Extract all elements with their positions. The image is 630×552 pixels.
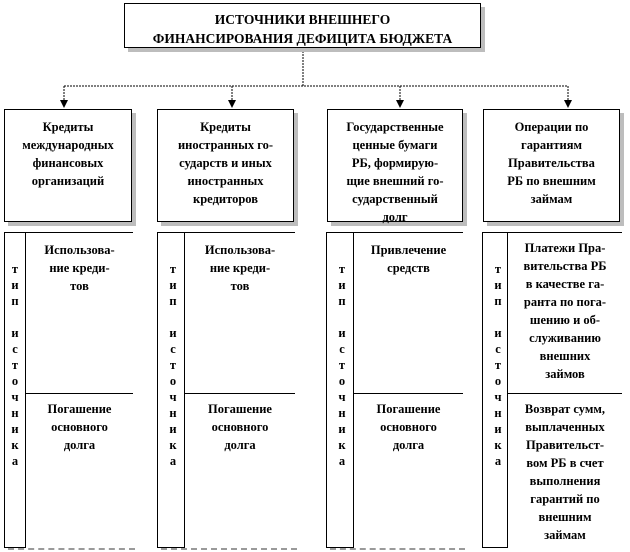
divider-col1 (26, 393, 133, 394)
header-text-col2: Кредиты иностранных го- сударств и иных иностранных кредиторов (177, 120, 273, 206)
top-text-col3: Привлечение средств (370, 243, 447, 275)
detail-box-col2 (157, 232, 295, 548)
vertical-label-col1: т и п и с т о ч н и к а (11, 262, 19, 468)
top-text-col1: Использова- ние креди- тов (44, 243, 115, 293)
top-text-col2: Использова- ние креди- тов (204, 243, 276, 293)
divider-col4 (508, 393, 622, 394)
bottom-text-col3: Погашение основного долга (376, 402, 441, 452)
header-box-col1 (4, 109, 132, 222)
bottom-text-col1: Погашение основного долга (47, 402, 112, 452)
bottom-text-col4: Возврат сумм, выплаченных Правительст- вом РБ в счет выполнения гарантий по внешним займам (524, 402, 606, 542)
top-text-col4: Платежи Пра- вительства РБ в качестве га- ранта по пога- шению и об- служиванию внешних займов (523, 241, 607, 381)
header-text-col4: Операции по гарантиям Правительства РБ по внешним займам (507, 120, 596, 206)
shadow-col1 (8, 548, 135, 550)
bottom-text-col2: Погашение основного долга (208, 402, 272, 452)
diagram-title: ИСТОЧНИКИ ВНЕШНЕГО ФИНАНСИРОВАНИЯ ДЕФИЦИТА БЮДЖЕТА (152, 12, 453, 46)
detail-box-col1 (4, 232, 133, 548)
vertical-label-col4: т и п и с т о ч н и к а (494, 262, 502, 468)
shadow-col3 (330, 548, 465, 550)
inner-box-col2 (184, 232, 295, 548)
inner-box-col3 (353, 232, 463, 548)
inner-box-col4 (507, 232, 622, 548)
header-box-col3 (327, 109, 463, 222)
vertical-label-col3: т и п и с т о ч н и к а (338, 262, 346, 468)
shadow-col2 (161, 548, 297, 550)
inner-box-col1 (25, 232, 133, 548)
title-box (124, 3, 481, 48)
divider-col3 (354, 393, 463, 394)
header-box-col4 (483, 109, 620, 222)
detail-box-col4 (482, 232, 622, 548)
header-box-col2 (157, 109, 294, 222)
header-text-col3: Государственные ценные бумаги РБ, формирую- щие внешний го- сударственный долг (346, 120, 444, 224)
header-text-col1: Кредиты международных финансовых организаций (22, 120, 114, 188)
detail-box-col3 (326, 232, 463, 548)
divider-col2 (185, 393, 295, 394)
vertical-label-col2: т и п и с т о ч н и к а (169, 262, 177, 468)
